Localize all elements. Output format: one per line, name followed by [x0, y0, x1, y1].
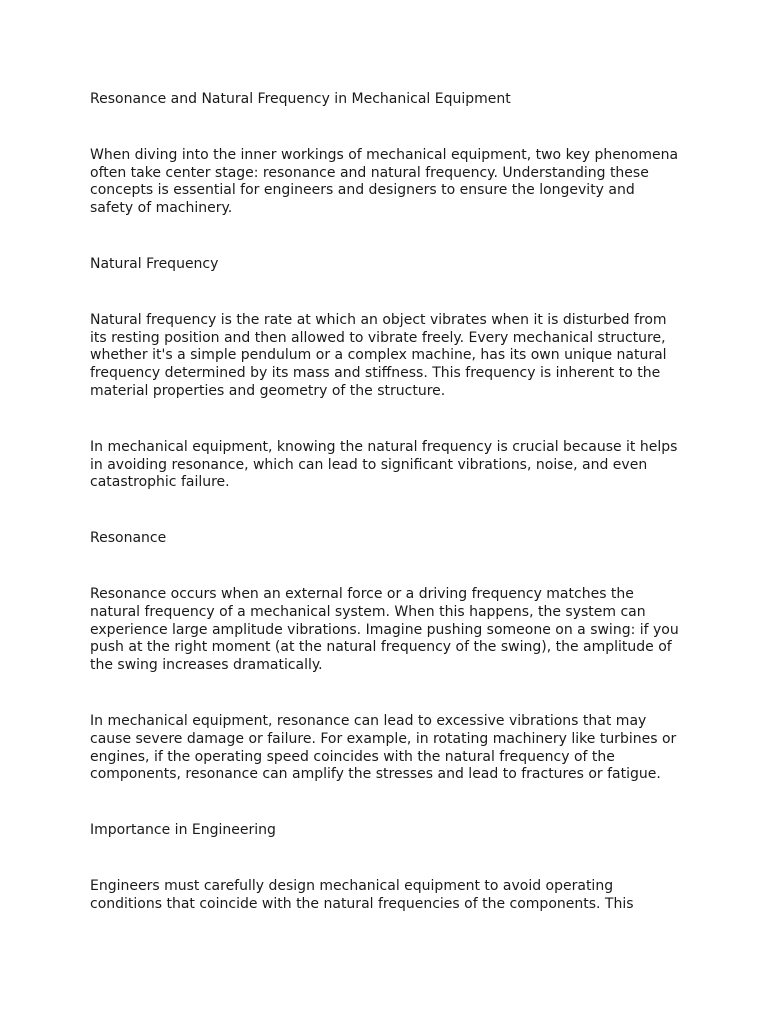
importance-paragraph-1: Engineers must carefully design mechanical equipment to avoid operating conditions that coincide with the natural frequencies of the components. This	[90, 877, 634, 912]
section-heading-natural-frequency: Natural Frequency	[90, 255, 219, 272]
section-heading-importance: Importance in Engineering	[90, 822, 276, 839]
resonance-paragraph-1: Resonance occurs when an external force or a driving frequency matches the natural frequency of a mechanical system. When this happens, the system can experience large amplitude vibrations. Imagine pushing someone on a swing: if you push at the right moment (at the natural frequency of the swing), the amplitude of the swing increases dramatically.	[90, 585, 679, 674]
natural-frequency-paragraph-1: Natural frequency is the rate at which an object vibrates when it is disturbed from its resting position and then allowed to vibrate freely. Every mechanical structure, whether it's a simple pendulum or a complex machine, has its own unique natural frequency determined by its mass and stiffness. This frequency is inherent to the material properties and geometry of the structure.	[90, 311, 667, 399]
section-heading-resonance: Resonance	[90, 530, 167, 547]
natural-frequency-paragraph-2: In mechanical equipment, knowing the natural frequency is crucial because it helps in avoiding resonance, which can lead to significant vibrations, noise, and even catastrophic failure.	[90, 438, 678, 491]
document-title: Resonance and Natural Frequency in Mechanical Equipment	[90, 91, 511, 107]
resonance-paragraph-2: In mechanical equipment, resonance can lead to excessive vibrations that may cause severe damage or failure. For example, in rotating machinery like turbines or engines, if the operating speed coincides with the natural frequency of the components, resonance can amplify the stresses and lead to fractures or fatigue.	[90, 712, 677, 783]
document-body	[90, 91, 682, 952]
intro-paragraph: When diving into the inner workings of mechanical equipment, two key phenomena often take center stage: resonance and natural frequency. Understanding these concepts is essential for engineers and designers to ensure the longevity and safety of machinery.	[90, 146, 679, 217]
